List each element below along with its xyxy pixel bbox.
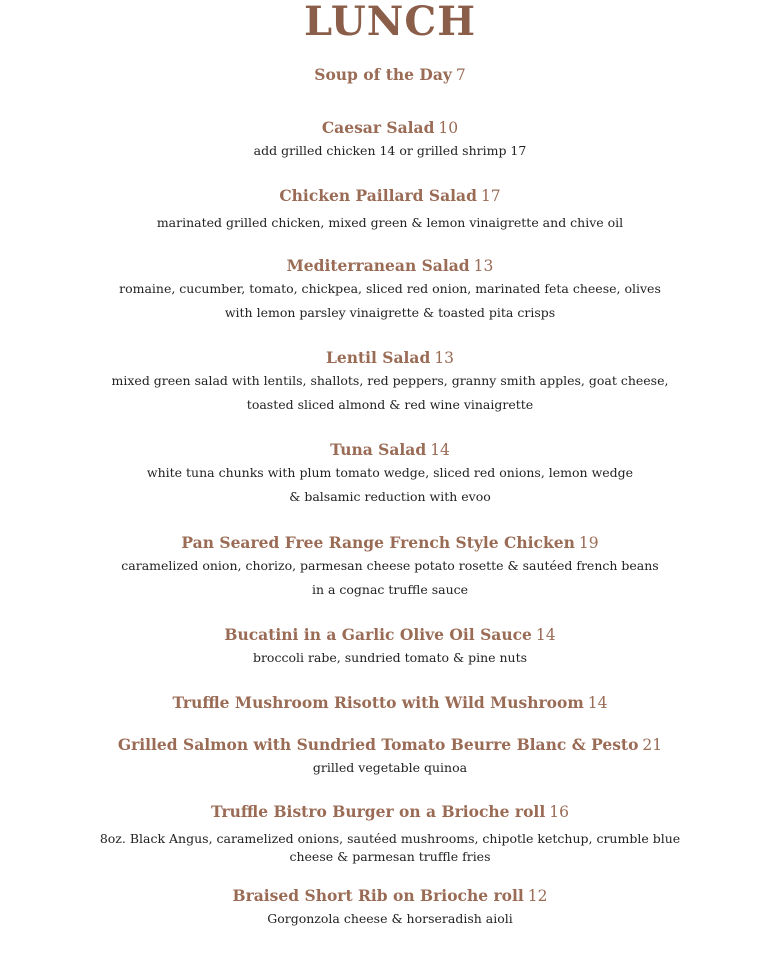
item-description: white tuna chunks with plum tomato wedge, sliced red onions, lemon wedge bbox=[146, 465, 634, 480]
item-price: 7 bbox=[455, 66, 466, 84]
item-price: 10 bbox=[438, 119, 459, 137]
menu-item-short-rib bbox=[0, 885, 780, 931]
item-description: & balsamic reduction with evoo bbox=[289, 489, 491, 504]
item-price: 13 bbox=[434, 349, 455, 367]
item-name-row bbox=[0, 624, 780, 646]
menu-item-grilled-salmon bbox=[0, 734, 780, 780]
item-description: with lemon parsley vinaigrette & toasted pita crisps bbox=[224, 305, 556, 320]
item-name: Truffle Mushroom Risotto with Wild Mushroom bbox=[172, 693, 584, 712]
item-name-row bbox=[0, 347, 780, 369]
item-price: 19 bbox=[578, 534, 599, 552]
item-description: romaine, cucumber, tomato, chickpea, sliced red onion, marinated feta cheese, olives bbox=[119, 281, 661, 296]
item-name: Braised Short Rib on Brioche roll bbox=[232, 886, 524, 905]
menu-item-soup bbox=[0, 64, 780, 86]
item-name-row bbox=[0, 255, 780, 277]
item-description: toasted sliced almond & red wine vinaigrette bbox=[246, 397, 534, 412]
menu-title: LUNCH bbox=[303, 0, 476, 45]
item-name: Soup of the Day bbox=[314, 65, 452, 84]
item-description: add grilled chicken 14 or grilled shrimp 17 bbox=[253, 143, 527, 158]
menu-item-mediterranean-salad bbox=[0, 255, 780, 325]
menu-item-chicken-paillard-salad bbox=[0, 185, 780, 235]
item-name: Mediterranean Salad bbox=[286, 256, 470, 275]
item-description: caramelized onion, chorizo, parmesan cheese potato rosette & sautéed french beans bbox=[121, 558, 659, 573]
item-name: Truffle Bistro Burger on a Brioche roll bbox=[211, 802, 546, 821]
item-price: 13 bbox=[473, 257, 494, 275]
item-price: 14 bbox=[535, 626, 556, 644]
item-price: 17 bbox=[480, 187, 501, 205]
item-name-row bbox=[0, 185, 780, 207]
item-name-row bbox=[0, 692, 780, 714]
item-name: Lentil Salad bbox=[325, 348, 431, 367]
menu-item-bistro-burger bbox=[0, 801, 780, 866]
item-price: 21 bbox=[642, 736, 663, 754]
item-name: Pan Seared Free Range French Style Chicken bbox=[181, 533, 575, 552]
menu-item-mushroom-risotto bbox=[0, 692, 780, 714]
item-name: Grilled Salmon with Sundried Tomato Beurre Blanc & Pesto bbox=[117, 735, 639, 754]
item-price: 16 bbox=[549, 803, 569, 821]
item-name: Tuna Salad bbox=[330, 440, 427, 459]
item-description: grilled vegetable quinoa bbox=[312, 760, 468, 775]
item-description: Gorgonzola cheese & horseradish aioli bbox=[267, 911, 513, 926]
item-name: Caesar Salad bbox=[321, 118, 435, 137]
item-name-row bbox=[0, 117, 780, 139]
menu-item-caesar-salad bbox=[0, 117, 780, 163]
menu-item-tuna-salad bbox=[0, 439, 780, 509]
item-description: 8oz. Black Angus, caramelized onions, sautéed mushrooms, chipotle ketchup, crumble blue bbox=[99, 831, 681, 846]
item-price: 12 bbox=[527, 887, 548, 905]
item-name-row bbox=[0, 885, 780, 907]
item-name-row bbox=[0, 734, 780, 756]
item-name: Chicken Paillard Salad bbox=[279, 186, 477, 205]
item-description: broccoli rabe, sundried tomato & pine nuts bbox=[252, 650, 528, 665]
item-name-row bbox=[0, 439, 780, 461]
menu-item-pan-seared-chicken bbox=[0, 532, 780, 602]
item-name: Bucatini in a Garlic Olive Oil Sauce bbox=[224, 625, 532, 644]
menu-item-lentil-salad bbox=[0, 347, 780, 417]
item-price: 14 bbox=[587, 694, 608, 712]
menu-item-bucatini bbox=[0, 624, 780, 670]
item-price: 14 bbox=[430, 441, 450, 459]
item-description: cheese & parmesan truffle fries bbox=[289, 849, 491, 864]
item-description: mixed green salad with lentils, shallots, red peppers, granny smith apples, goat cheese, bbox=[111, 373, 669, 388]
item-name-row bbox=[0, 532, 780, 554]
item-description: marinated grilled chicken, mixed green & lemon vinaigrette and chive oil bbox=[156, 215, 624, 230]
item-description: in a cognac truffle sauce bbox=[311, 582, 469, 597]
item-name-row bbox=[0, 64, 780, 86]
item-name-row bbox=[0, 801, 780, 823]
